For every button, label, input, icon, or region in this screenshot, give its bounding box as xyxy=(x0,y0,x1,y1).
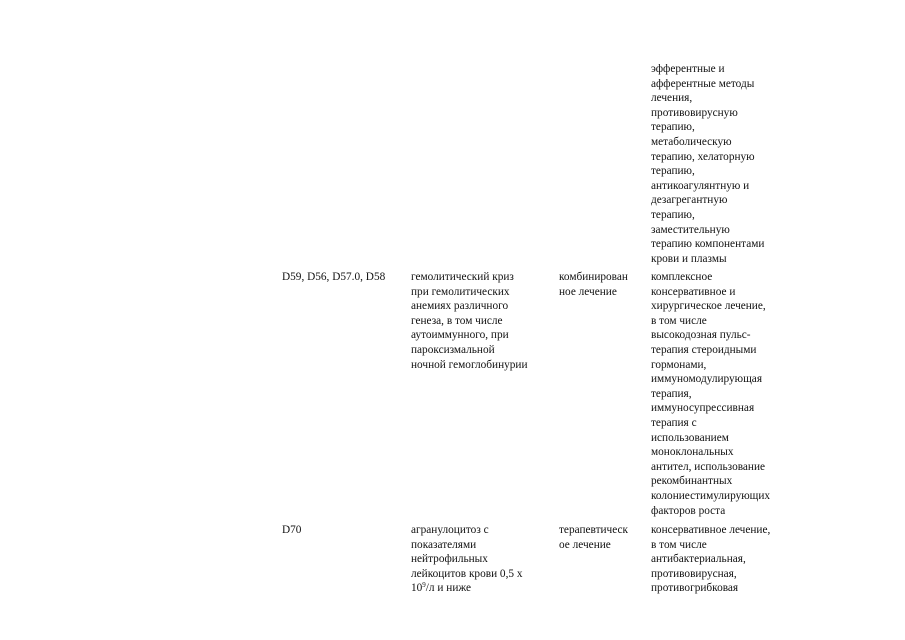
row2-code: D70 xyxy=(282,524,302,536)
row2-disease-unit: /л и ниже xyxy=(425,582,472,595)
row2-disease xyxy=(411,523,553,596)
row2-disease-main: агранулоцитоз с показателями нейтрофильных лейкоцитов крови 0,5 х 10 xyxy=(411,524,523,595)
row1-code: D59, D56, D57.0, D58 xyxy=(282,271,386,283)
row1-disease: гемолитический криз при гемолитических анемиях различного генеза, в том числе аутоиммунного, при пароксизмальной ночной гемоглобинурии xyxy=(411,271,528,371)
row2-treatment: консервативное лечение, в том числе антибактериальная, противовирусная, противогрибковая xyxy=(651,524,771,595)
row1-treatment-type: комбинирован ное лечение xyxy=(559,271,628,298)
row1-treatment: комплексное консервативное и хирургическое лечение, в том числе высокодозная пульс- терапия стероидными гормонами, иммуномодулирующая терапия, иммуносупрессивная терапия с использованием моноклональных антител, использование рекомбинантных колониестимулирующих факторов роста xyxy=(651,271,771,517)
row2-treatment-type: терапевтическ ое лечение xyxy=(559,524,629,551)
row2-disease-exponent: 9 xyxy=(422,581,426,590)
treatment-text-continuation: эфферентные и афферентные методы лечения, противовирусную терапию, метаболическую терапию, хелаторную терапию, антикоагулянтную и дезагрегантную терапию, заместительную терапию компонентами крови и плазмы xyxy=(651,63,765,265)
